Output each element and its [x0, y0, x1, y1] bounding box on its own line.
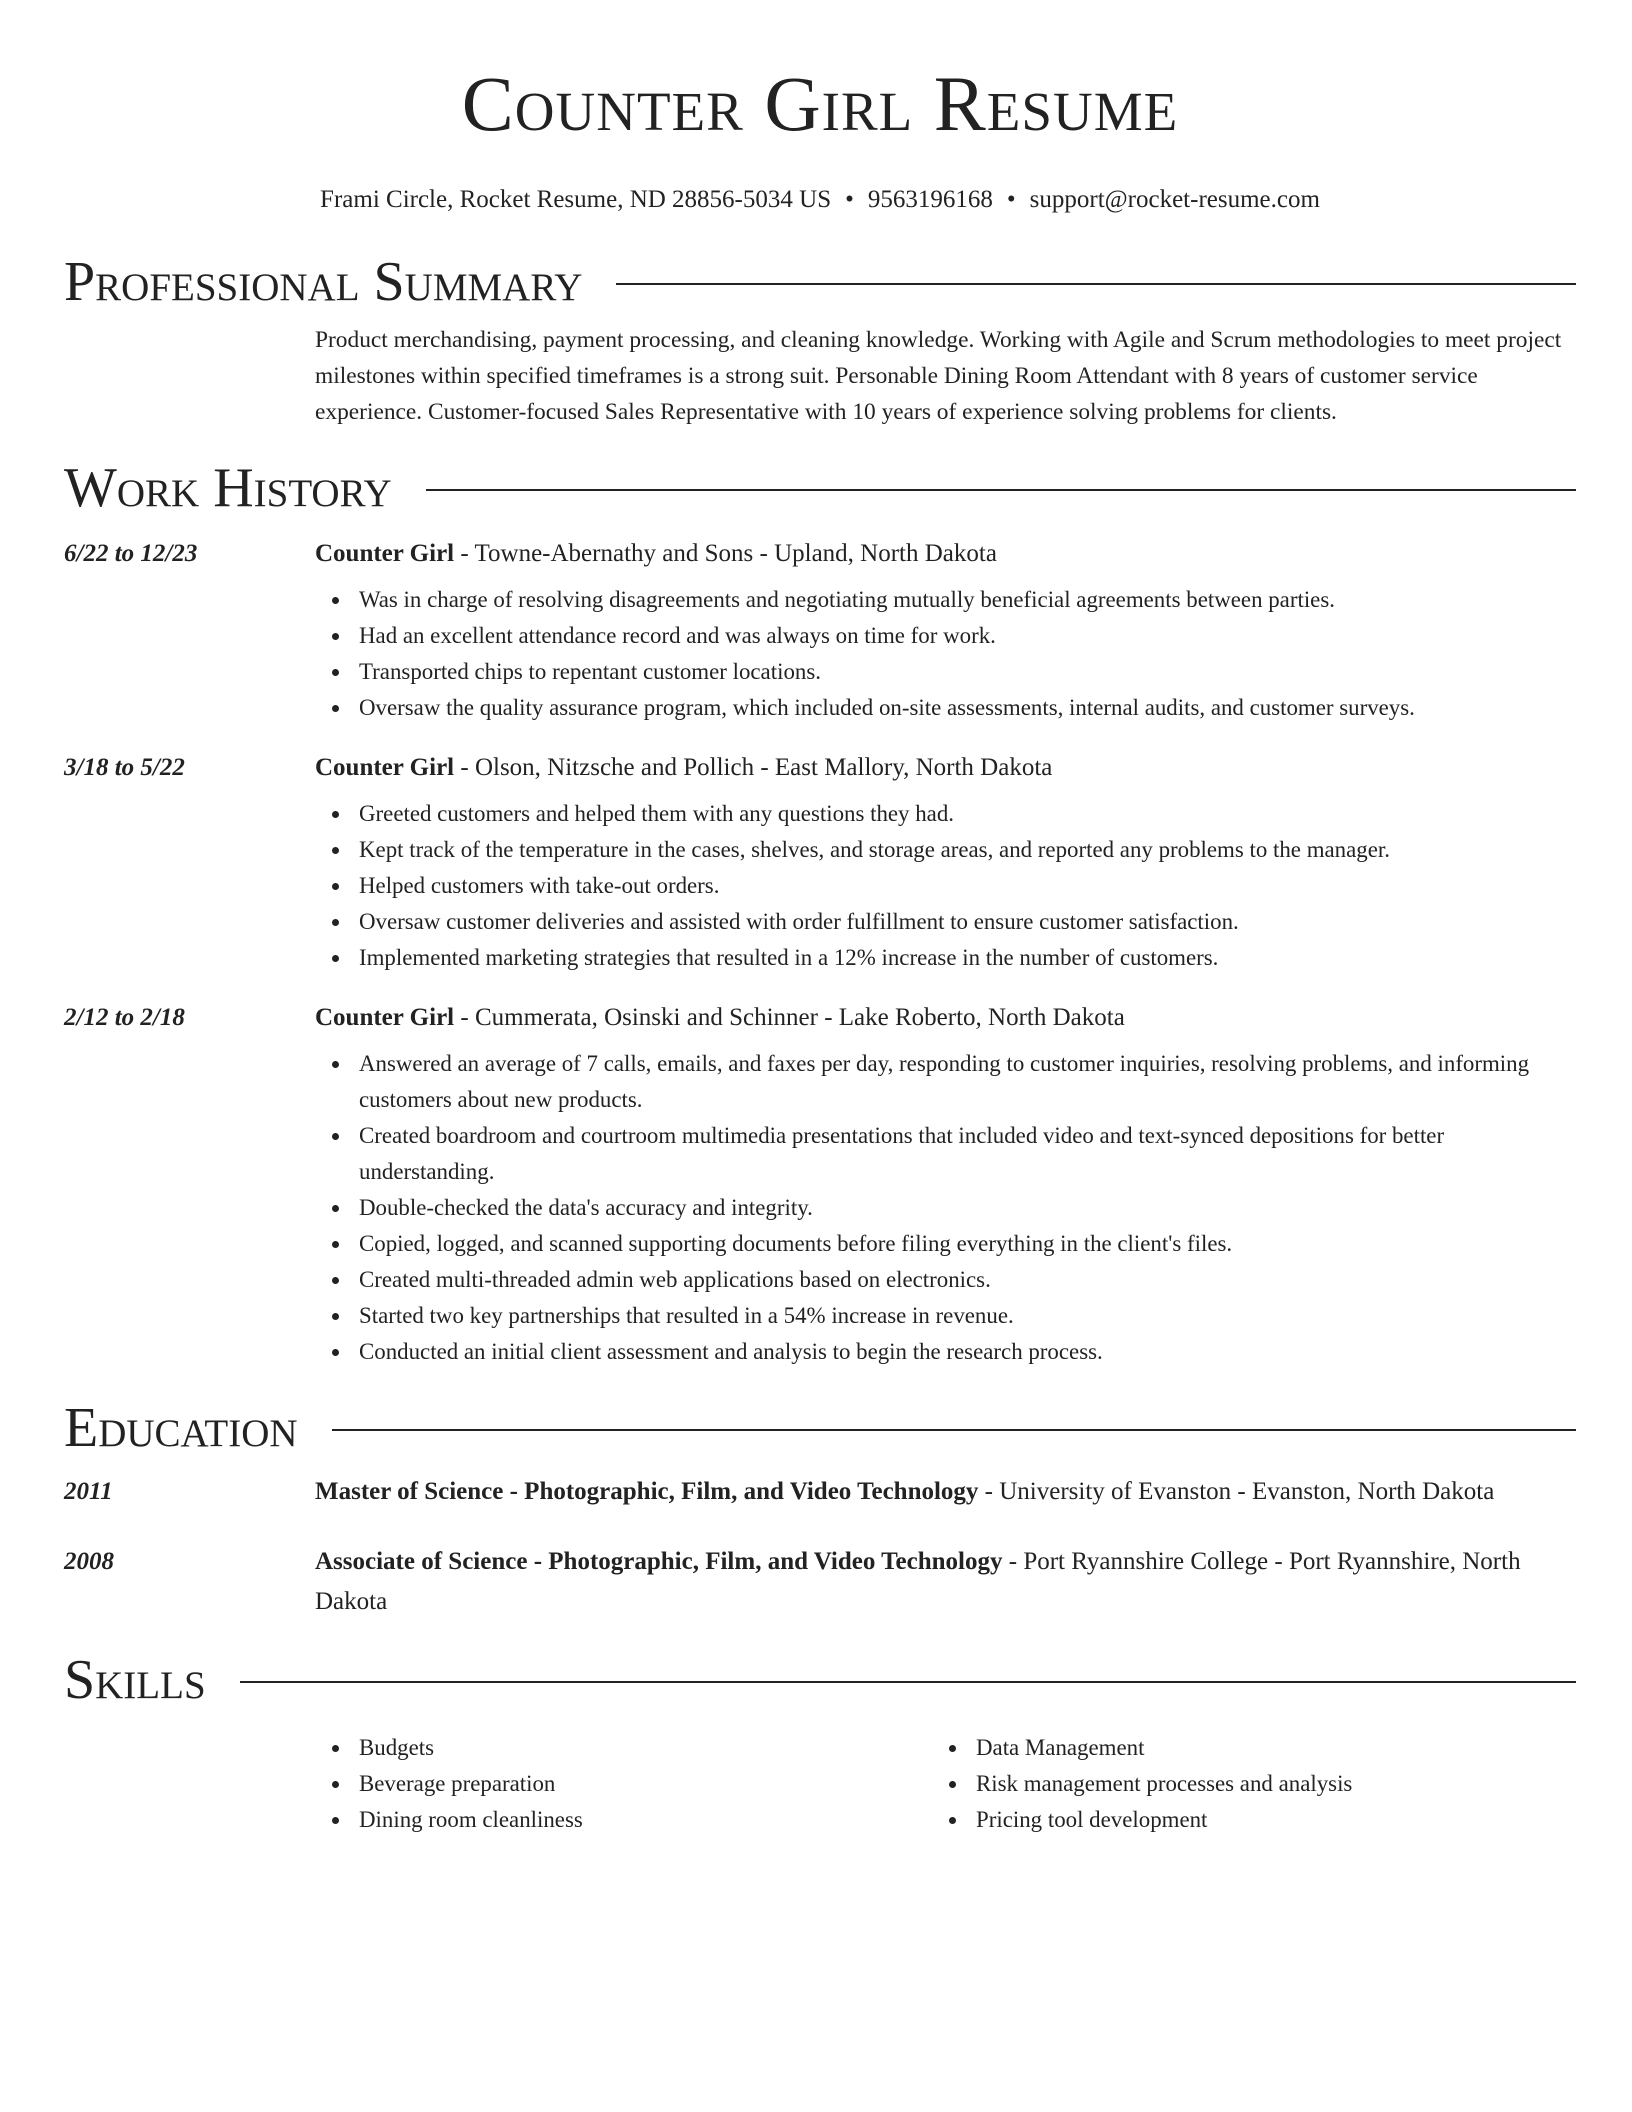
job-body — [315, 748, 1576, 976]
job-title-line — [315, 748, 1576, 788]
contact-separator: • — [845, 186, 854, 213]
job-bullets — [315, 796, 1576, 976]
section-header-education — [64, 1396, 1576, 1460]
list-item: Greeted customers and helped them with any questions they had. — [359, 796, 1576, 832]
education-degree: Associate of Science - Photographic, Film, and Video Technology — [315, 1548, 1003, 1575]
summary-text: Product merchandising, payment processing, and cleaning knowledge. Working with Agile and Scrum methodologies to meet project milestones within specified timeframes is a strong suit. Personable Dining Room Attendant with 8 years of customer service experience. Customer-focused Sales Representative with 10 years of experience solving problems for clients. — [315, 327, 1562, 425]
skill-item: Dining room cleanliness — [359, 1802, 932, 1838]
job-dates: 3/18 to 5/22 — [64, 754, 185, 781]
job-title-line — [315, 534, 1576, 574]
section-title-work-history: Work History — [64, 457, 392, 519]
job-entry — [64, 998, 1576, 1370]
job-role: Counter Girl — [315, 754, 455, 781]
section-divider — [426, 489, 1576, 491]
education-year: 2008 — [64, 1548, 114, 1575]
list-item: Double-checked the data's accuracy and integrity. — [359, 1190, 1576, 1226]
section-divider — [332, 1429, 1576, 1431]
list-item: Copied, logged, and scanned supporting documents before filing everything in the client's files. — [359, 1226, 1576, 1262]
section-header-work-history — [64, 456, 1576, 520]
contact-separator: • — [1006, 186, 1016, 213]
list-item: Had an excellent attendance record and was always on time for work. — [359, 618, 1576, 654]
job-dates: 2/12 to 2/18 — [64, 1004, 185, 1031]
list-item: Oversaw customer deliveries and assisted with order fulfillment to ensure customer satisfaction. — [359, 904, 1576, 940]
list-item: Kept track of the temperature in the cases, shelves, and storage areas, and reported any problems to the manager. — [359, 832, 1576, 868]
section-title-skills: Skills — [64, 1649, 206, 1711]
list-item: Was in charge of resolving disagreements and negotiating mutually beneficial agreements between parties. — [359, 582, 1576, 618]
contact-email: support@rocket-resume.com — [1029, 186, 1320, 213]
skills-list — [315, 1730, 932, 1838]
list-item: Started two key partnerships that resulted in a 54% increase in revenue. — [359, 1298, 1576, 1334]
skill-item: Risk management processes and analysis — [976, 1766, 1549, 1802]
job-details: - Towne-Abernathy and Sons - Upland, North Dakota — [454, 540, 997, 567]
list-item: Oversaw the quality assurance program, which included on-site assessments, internal audits, and customer surveys. — [359, 690, 1576, 726]
skills-list — [932, 1730, 1549, 1838]
education-body — [315, 1472, 1576, 1512]
list-item: Answered an average of 7 calls, emails, and faxes per day, responding to customer inquiries, resolving problems, and informing customers about new products. — [359, 1046, 1576, 1118]
job-entry — [64, 748, 1576, 976]
job-dates: 6/22 to 12/23 — [64, 540, 198, 567]
education-details: - Port Ryannshire College - Port Ryannshire, North Dakota — [315, 1548, 1521, 1615]
section-header-summary — [64, 250, 1576, 314]
education-year: 2011 — [64, 1478, 113, 1505]
section-header-skills — [64, 1648, 1576, 1712]
job-body — [315, 534, 1576, 726]
list-item: Conducted an initial client assessment and analysis to begin the research process. — [359, 1334, 1576, 1370]
job-title-line — [315, 998, 1576, 1038]
job-bullets — [315, 1046, 1576, 1370]
contact-line — [64, 184, 1576, 216]
job-details: - Cummerata, Osinski and Schinner - Lake Roberto, North Dakota — [454, 1004, 1125, 1031]
skills-grid — [315, 1730, 1576, 1838]
skills-column-left — [315, 1730, 932, 1838]
education-details: - University of Evanston - Evanston, North Dakota — [978, 1478, 1495, 1505]
education-body — [315, 1542, 1576, 1622]
skills-row — [64, 1730, 1576, 1838]
list-item: Implemented marketing strategies that resulted in a 12% increase in the number of customers. — [359, 940, 1576, 976]
summary-row — [64, 322, 1576, 430]
resume-title: Counter Girl Resume — [461, 60, 1179, 147]
job-details: - Olson, Nitzsche and Pollich - East Mallory, North Dakota — [454, 754, 1053, 781]
list-item: Helped customers with take-out orders. — [359, 868, 1576, 904]
skill-item: Pricing tool development — [976, 1802, 1549, 1838]
job-body — [315, 998, 1576, 1370]
skill-item: Data Management — [976, 1730, 1549, 1766]
education-degree: Master of Science - Photographic, Film, and Video Technology — [315, 1478, 979, 1505]
education-entry — [64, 1542, 1576, 1622]
section-title-education: Education — [64, 1397, 298, 1459]
resume-page — [64, 0, 1576, 1838]
skill-item: Budgets — [359, 1730, 932, 1766]
job-role: Counter Girl — [315, 540, 455, 567]
job-role: Counter Girl — [315, 1004, 455, 1031]
list-item: Created boardroom and courtroom multimedia presentations that included video and text-synced depositions for better understanding. — [359, 1118, 1576, 1190]
education-entry — [64, 1472, 1576, 1512]
contact-address: Frami Circle, Rocket Resume, ND 28856-5034 US — [320, 186, 832, 213]
section-divider — [616, 283, 1576, 285]
section-divider — [240, 1681, 1576, 1683]
job-bullets — [315, 582, 1576, 726]
section-title-summary: Professional Summary — [64, 251, 583, 313]
list-item: Created multi-threaded admin web applications based on electronics. — [359, 1262, 1576, 1298]
job-entry — [64, 534, 1576, 726]
skill-item: Beverage preparation — [359, 1766, 932, 1802]
list-item: Transported chips to repentant customer locations. — [359, 654, 1576, 690]
contact-phone: 9563196168 — [867, 186, 993, 213]
skills-column-right — [932, 1730, 1549, 1838]
